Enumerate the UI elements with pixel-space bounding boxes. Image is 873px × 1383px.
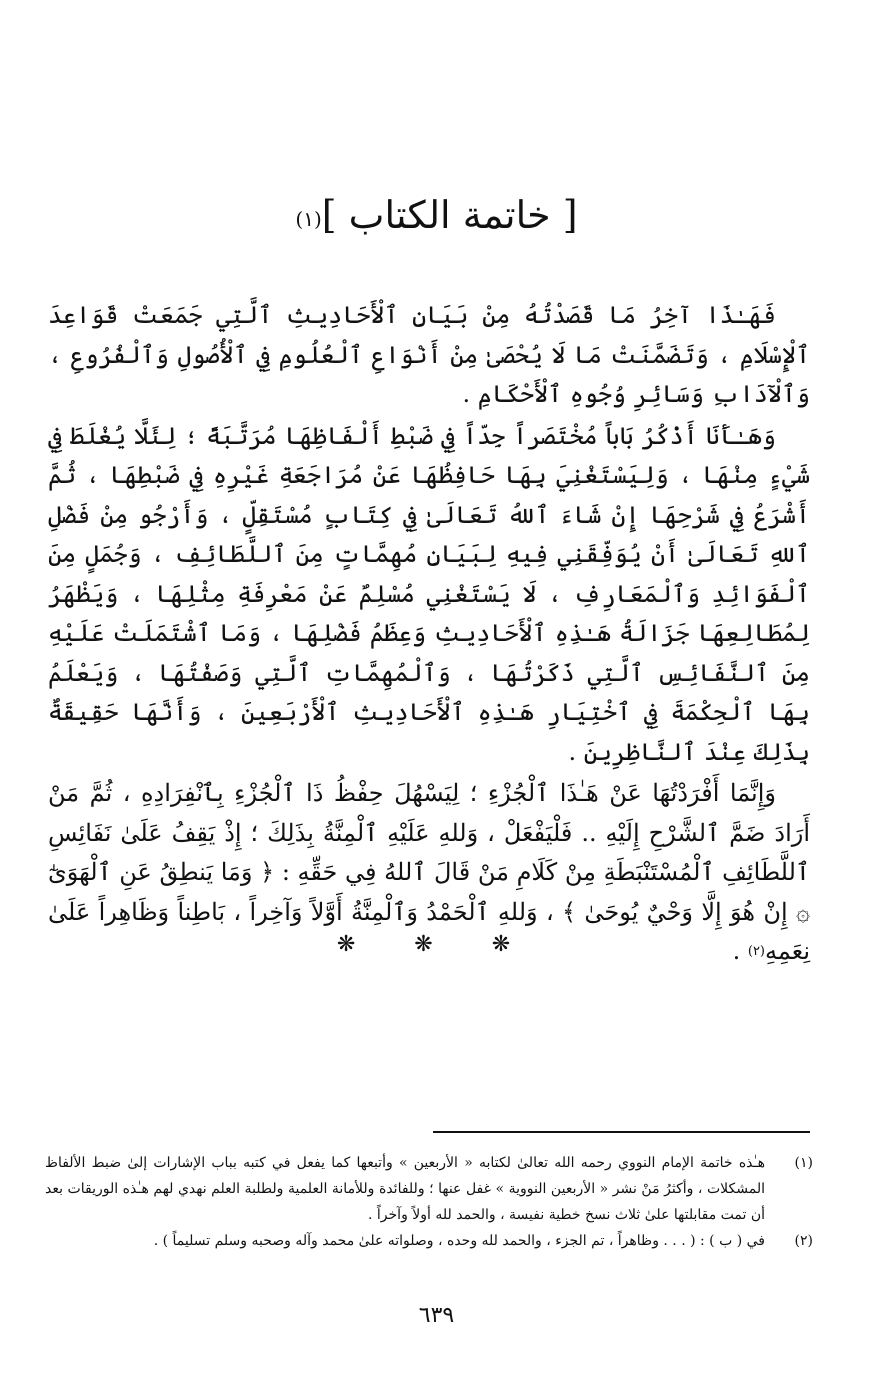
section-separator: ❋ ❋ ❋ xyxy=(336,932,537,957)
paragraph-footnote-marker: (٢) xyxy=(747,944,765,959)
footnotes xyxy=(45,1150,813,1254)
paragraph-1: فَهَـٰذَا آخِرُ مَا قَصَدْتُهُ مِنْ بَيَانِ ٱلْأَحَادِيثِ ٱلَّتِي جَمَعَتْ قَوَاعِدَ ٱلْإِسْلَامِ ، وَتَضَمَّنَتْ مَا لَا يُحْصَىٰ مِنْ أَنْوَاعِ ٱلْعُلُومِ فِي ٱلْأُصُولِ وَٱلْفُرُوعِ ، وَٱلْآدَابِ وَسَائِرِ وُجُوهِ ٱلْأَحْكَامِ . xyxy=(48,301,810,408)
paragraph-3-end: . xyxy=(732,937,748,965)
footnote-2 xyxy=(45,1228,813,1254)
footnote-divider xyxy=(433,1131,810,1133)
chapter-title-text: [ خاتمة الكتاب ] xyxy=(321,193,578,237)
footnote-1 xyxy=(45,1150,813,1228)
footnote-text: في ( ب ) : ( . . . وظاهراً ، تم الجزء ، والحمد لله وحده ، وصلواته علىٰ محمد وآله وصحبه وسلم تسليماً ) . xyxy=(153,1233,765,1249)
paragraph-3-text: وَإِنَّمَا أَفْرَدْتُهَا عَنْ هَـٰذَا ٱلْجُزْءِ ؛ لِيَسْهُلَ حِفْظُ ذَا ٱلْجُزْءِ بِٱنْفِرَادِهِ ، ثُمَّ مَنْ أَرَادَ ضَمَّ ٱلشَّرْحِ إِلَيْهِ .. فَلْيَفْعَلْ ، وَللهِ عَلَيْهِ ٱلْمِنَّةُ بِذَلِكَ ؛ إِذْ يَقِفُ عَلَىٰ نَفَائِسِ ٱللَّطَائِفِ ٱلْمُسْتَنْبَطَةِ مِنْ كَلَامِ مَنْ قَالَ ٱللهُ فِي حَقِّهِ : ﴿ وَمَا يَنطِقُ عَنِ ٱلْهَوَىٰٓ ۞ إِنْ هُوَ إِلَّا وَحْيٌ يُوحَىٰ ﴾ ، وَللهِ ٱلْحَمْدُ وَٱلْمِنَّةُ أَوَّلاً وَآخِراً ، بَاطِناً وَظَاهِراً عَلَىٰ نِعَمِهِ xyxy=(48,779,810,965)
main-text xyxy=(48,296,810,972)
footnote-text: هـٰذه خاتمة الإمام النووي رحمه الله تعالىٰ لكتابه « الأربعين » وأتبعها كما يفعل في كتبه بباب الإشارات إلىٰ ضبط الألفاظ المشكلات ، وأكثرُ مَنْ نشر « الأربعين النووية » غفل عنها ؛ وللفائدة وللأمانة العلمية ولطلبة العلم نهدي لهم هـٰذه الوريقات بعد أن تمت مقابلتها علىٰ ثلاث نسخ خطية نفيسة ، والحمد لله أولاً وآخراً . xyxy=(45,1155,765,1223)
footnote-number: (١) xyxy=(794,1155,813,1171)
footnote-number: (٢) xyxy=(794,1233,813,1249)
title-footnote-marker: (١) xyxy=(295,207,322,231)
paragraph-2: وَهَـٰأَنَا أَذْكُرُ بَاباً مُخْتَصَراً جِدّاً فِي ضَبْطِ أَلْفَاظِهَا مُرَتَّبَةً ؛ لِئَلَّا يُغْلَطَ فِي شَيْءٍ مِنْهَا ، وَلِيَسْتَغْنِيَ بِهَا حَافِظُهَا عَنْ مُرَاجَعَةِ غَيْرِهِ فِي ضَبْطِهَا ، ثُمَّ أَشْرَعُ فِي شَرْحِهَا إِنْ شَاءَ ٱللهُ تَعَالَىٰ فِي كِتَابٍ مُسْتَقِلٍّ ، وَأَرْجُو مِنْ فَضْلِ ٱللهِ تَعَالَىٰ أَنْ يُوَفِّقَنِي فِيهِ لِبَيَانِ مُهِمَّاتٍ مِنَ ٱللَّطَائِفِ ، وَجُمَلٍ مِنَ ٱلْفَوَائِدِ وَٱلْمَعَارِفِ ، لَا يَسْتَغْنِي مُسْلِمٌ عَنْ مَعْرِفَةِ مِثْلِهَا ، وَيَظْهَرُ لِمُطَالِعِهَا جَزَالَةُ هَـٰذِهِ ٱلْأَحَادِيثِ وَعِظَمُ فَضْلِهَا ، وَمَا ٱشْتَمَلَتْ عَلَيْهِ مِنَ ٱلنَّفَائِسِ ٱلَّتِي ذَكَرْتُهَا ، وَٱلْمُهِمَّاتِ ٱلَّتِي وَصَفْتُهَا ، وَيَعْلَمُ بِهَا ٱلْحِكْمَةَ فِي ٱخْتِيَارِ هَـٰذِهِ ٱلْأَحَادِيثِ ٱلْأَرْبَعِينَ ، وَأَنَّهَا حَقِيقَةٌ بِذَلِكَ عِنْدَ ٱلنَّاظِرِينَ . xyxy=(48,421,810,766)
page-number: ٦٣٩ xyxy=(418,1303,455,1328)
chapter-title xyxy=(0,185,873,245)
